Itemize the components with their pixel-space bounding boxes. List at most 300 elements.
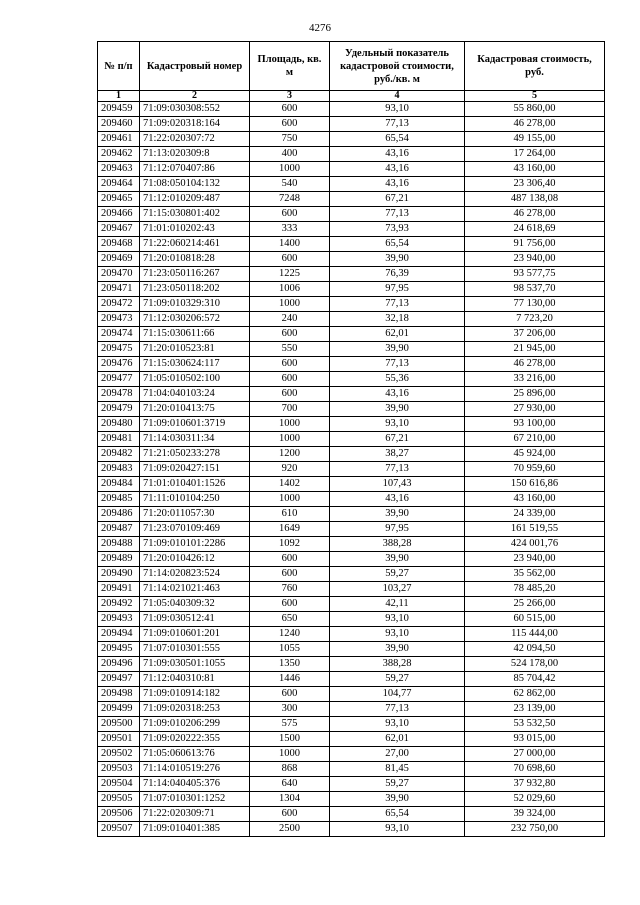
row-number-cell: 209488 — [98, 537, 140, 552]
specific-value-cell: 43,16 — [330, 147, 465, 162]
specific-value-cell: 93,10 — [330, 822, 465, 837]
row-number-cell: 209490 — [98, 567, 140, 582]
area-cell: 640 — [250, 777, 330, 792]
area-cell: 868 — [250, 762, 330, 777]
specific-value-cell: 38,27 — [330, 447, 465, 462]
cadastral-number-cell: 71:23:050116:267 — [140, 267, 250, 282]
cadastral-value-cell: 39 324,00 — [465, 807, 605, 822]
header-area: Площадь, кв. м — [250, 42, 330, 91]
cadastral-value-cell: 27 930,00 — [465, 402, 605, 417]
column-number: 4 — [330, 91, 465, 102]
cadastral-number-cell: 71:14:040405:376 — [140, 777, 250, 792]
row-number-cell: 209467 — [98, 222, 140, 237]
specific-value-cell: 67,21 — [330, 192, 465, 207]
cadastral-value-cell: 23 940,00 — [465, 552, 605, 567]
column-number: 5 — [465, 91, 605, 102]
cadastral-value-cell: 27 000,00 — [465, 747, 605, 762]
cadastral-number-cell: 71:09:010601:201 — [140, 627, 250, 642]
cadastral-value-cell: 23 940,00 — [465, 252, 605, 267]
specific-value-cell: 65,54 — [330, 132, 465, 147]
specific-value-cell: 77,13 — [330, 357, 465, 372]
area-cell: 1000 — [250, 162, 330, 177]
table-row — [98, 462, 605, 477]
cadastral-number-cell: 71:08:050104:132 — [140, 177, 250, 192]
table-row — [98, 267, 605, 282]
cadastral-number-cell: 71:12:030206:572 — [140, 312, 250, 327]
specific-value-cell: 107,43 — [330, 477, 465, 492]
row-number-cell: 209502 — [98, 747, 140, 762]
row-number-cell: 209469 — [98, 252, 140, 267]
cadastral-number-cell: 71:15:030624:117 — [140, 357, 250, 372]
row-number-cell: 209473 — [98, 312, 140, 327]
area-cell: 600 — [250, 387, 330, 402]
table-row — [98, 417, 605, 432]
table-row — [98, 237, 605, 252]
cadastral-value-cell: 60 515,00 — [465, 612, 605, 627]
cadastral-number-cell: 71:01:010401:1526 — [140, 477, 250, 492]
area-cell: 920 — [250, 462, 330, 477]
cadastral-number-cell: 71:09:020427:151 — [140, 462, 250, 477]
table-row — [98, 387, 605, 402]
cadastral-number-cell: 71:14:030311:34 — [140, 432, 250, 447]
row-number-cell: 209460 — [98, 117, 140, 132]
cadastral-value-cell: 161 519,55 — [465, 522, 605, 537]
specific-value-cell: 93,10 — [330, 717, 465, 732]
area-cell: 550 — [250, 342, 330, 357]
area-cell: 1500 — [250, 732, 330, 747]
area-cell: 600 — [250, 807, 330, 822]
cadastral-number-cell: 71:05:010502:100 — [140, 372, 250, 387]
cadastral-number-cell: 71:22:020309:71 — [140, 807, 250, 822]
header-cadastral-value: Кадастровая стоимость, руб. — [465, 42, 605, 91]
cadastral-number-cell: 71:09:010329:310 — [140, 297, 250, 312]
row-number-cell: 209465 — [98, 192, 140, 207]
table-row — [98, 342, 605, 357]
row-number-cell: 209462 — [98, 147, 140, 162]
area-cell: 1400 — [250, 237, 330, 252]
cadastral-number-cell: 71:20:010426:12 — [140, 552, 250, 567]
table-row — [98, 447, 605, 462]
cadastral-value-cell: 23 306,40 — [465, 177, 605, 192]
area-cell: 575 — [250, 717, 330, 732]
cadastral-value-cell: 23 139,00 — [465, 702, 605, 717]
cadastral-number-cell: 71:20:010413:75 — [140, 402, 250, 417]
specific-value-cell: 39,90 — [330, 552, 465, 567]
specific-value-cell: 62,01 — [330, 327, 465, 342]
specific-value-cell: 76,39 — [330, 267, 465, 282]
cadastral-value-cell: 70 698,60 — [465, 762, 605, 777]
area-cell: 1000 — [250, 417, 330, 432]
cadastral-value-cell: 150 616,86 — [465, 477, 605, 492]
column-number-row — [98, 91, 605, 102]
cadastral-number-cell: 71:09:010101:2286 — [140, 537, 250, 552]
row-number-cell: 209496 — [98, 657, 140, 672]
cadastral-number-cell: 71:15:030611:66 — [140, 327, 250, 342]
area-cell: 1000 — [250, 432, 330, 447]
table-row — [98, 162, 605, 177]
row-number-cell: 209480 — [98, 417, 140, 432]
area-cell: 240 — [250, 312, 330, 327]
specific-value-cell: 93,10 — [330, 627, 465, 642]
cadastral-number-cell: 71:20:010818:28 — [140, 252, 250, 267]
specific-value-cell: 77,13 — [330, 117, 465, 132]
row-number-cell: 209484 — [98, 477, 140, 492]
area-cell: 1092 — [250, 537, 330, 552]
row-number-cell: 209470 — [98, 267, 140, 282]
cadastral-value-cell: 93 100,00 — [465, 417, 605, 432]
cadastral-number-cell: 71:23:050118:202 — [140, 282, 250, 297]
row-number-cell: 209506 — [98, 807, 140, 822]
area-cell: 1304 — [250, 792, 330, 807]
table-row — [98, 327, 605, 342]
specific-value-cell: 55,36 — [330, 372, 465, 387]
area-cell: 600 — [250, 252, 330, 267]
cadastral-value-cell: 93 015,00 — [465, 732, 605, 747]
area-cell: 600 — [250, 357, 330, 372]
cadastral-value-cell: 17 264,00 — [465, 147, 605, 162]
specific-value-cell: 43,16 — [330, 162, 465, 177]
table-row — [98, 612, 605, 627]
specific-value-cell: 388,28 — [330, 537, 465, 552]
row-number-cell: 209466 — [98, 207, 140, 222]
specific-value-cell: 62,01 — [330, 732, 465, 747]
cadastral-value-cell: 42 094,50 — [465, 642, 605, 657]
specific-value-cell: 43,16 — [330, 177, 465, 192]
row-number-cell: 209471 — [98, 282, 140, 297]
header-row-number: № п/п — [98, 42, 140, 91]
cadastral-number-cell: 71:09:010401:385 — [140, 822, 250, 837]
table-row — [98, 132, 605, 147]
specific-value-cell: 65,54 — [330, 807, 465, 822]
row-number-cell: 209477 — [98, 372, 140, 387]
row-number-cell: 209486 — [98, 507, 140, 522]
row-number-cell: 209500 — [98, 717, 140, 732]
cadastral-number-cell: 71:01:010202:43 — [140, 222, 250, 237]
specific-value-cell: 93,10 — [330, 102, 465, 117]
row-number-cell: 209483 — [98, 462, 140, 477]
table-row — [98, 147, 605, 162]
area-cell: 1649 — [250, 522, 330, 537]
specific-value-cell: 77,13 — [330, 462, 465, 477]
area-cell: 600 — [250, 102, 330, 117]
area-cell: 1240 — [250, 627, 330, 642]
table-row — [98, 702, 605, 717]
column-number: 2 — [140, 91, 250, 102]
cadastral-number-cell: 71:09:020222:355 — [140, 732, 250, 747]
row-number-cell: 209485 — [98, 492, 140, 507]
area-cell: 610 — [250, 507, 330, 522]
cadastral-number-cell: 71:05:040309:32 — [140, 597, 250, 612]
specific-value-cell: 59,27 — [330, 567, 465, 582]
row-number-cell: 209482 — [98, 447, 140, 462]
area-cell: 333 — [250, 222, 330, 237]
specific-value-cell: 39,90 — [330, 642, 465, 657]
header-specific-value: Удельный показатель кадастровой стоимости, руб./кв. м — [330, 42, 465, 91]
cadastral-value-cell: 46 278,00 — [465, 207, 605, 222]
table-header-row — [98, 42, 605, 91]
table-row — [98, 642, 605, 657]
row-number-cell: 209498 — [98, 687, 140, 702]
table-row — [98, 657, 605, 672]
specific-value-cell: 67,21 — [330, 432, 465, 447]
specific-value-cell: 77,13 — [330, 297, 465, 312]
cadastral-value-cell: 424 001,76 — [465, 537, 605, 552]
page-number: 4276 — [309, 22, 331, 34]
area-cell: 750 — [250, 132, 330, 147]
row-number-cell: 209504 — [98, 777, 140, 792]
table-row — [98, 507, 605, 522]
specific-value-cell: 388,28 — [330, 657, 465, 672]
cadastral-number-cell: 71:11:010104:250 — [140, 492, 250, 507]
area-cell: 600 — [250, 207, 330, 222]
specific-value-cell: 32,18 — [330, 312, 465, 327]
cadastral-value-cell: 52 029,60 — [465, 792, 605, 807]
cadastral-value-cell: 487 138,08 — [465, 192, 605, 207]
area-cell: 700 — [250, 402, 330, 417]
row-number-cell: 209464 — [98, 177, 140, 192]
cadastral-number-cell: 71:15:030801:402 — [140, 207, 250, 222]
cadastral-number-cell: 71:09:030308:552 — [140, 102, 250, 117]
cadastral-number-cell: 71:09:010601:3719 — [140, 417, 250, 432]
area-cell: 540 — [250, 177, 330, 192]
row-number-cell: 209493 — [98, 612, 140, 627]
row-number-cell: 209476 — [98, 357, 140, 372]
row-number-cell: 209487 — [98, 522, 140, 537]
specific-value-cell: 93,10 — [330, 612, 465, 627]
cadastral-value-cell: 37 932,80 — [465, 777, 605, 792]
table-row — [98, 792, 605, 807]
table-row — [98, 762, 605, 777]
row-number-cell: 209474 — [98, 327, 140, 342]
cadastral-value-cell: 49 155,00 — [465, 132, 605, 147]
specific-value-cell: 39,90 — [330, 507, 465, 522]
table-row — [98, 822, 605, 837]
area-cell: 600 — [250, 117, 330, 132]
specific-value-cell: 77,13 — [330, 207, 465, 222]
area-cell: 1200 — [250, 447, 330, 462]
cadastral-value-cell: 37 206,00 — [465, 327, 605, 342]
cadastral-value-cell: 24 339,00 — [465, 507, 605, 522]
table-row — [98, 207, 605, 222]
specific-value-cell: 59,27 — [330, 777, 465, 792]
specific-value-cell: 97,95 — [330, 282, 465, 297]
table-row — [98, 552, 605, 567]
area-cell: 1402 — [250, 477, 330, 492]
cadastral-value-cell: 46 278,00 — [465, 117, 605, 132]
cadastral-value-table — [97, 41, 605, 837]
column-number: 3 — [250, 91, 330, 102]
cadastral-value-cell: 524 178,00 — [465, 657, 605, 672]
table-row — [98, 477, 605, 492]
table-row — [98, 627, 605, 642]
cadastral-number-cell: 71:09:010914:182 — [140, 687, 250, 702]
area-cell: 1350 — [250, 657, 330, 672]
row-number-cell: 209503 — [98, 762, 140, 777]
specific-value-cell: 93,10 — [330, 417, 465, 432]
table-row — [98, 717, 605, 732]
area-cell: 600 — [250, 687, 330, 702]
cadastral-value-cell: 67 210,00 — [465, 432, 605, 447]
table-row — [98, 597, 605, 612]
table-row — [98, 492, 605, 507]
cadastral-value-cell: 78 485,20 — [465, 582, 605, 597]
cadastral-number-cell: 71:04:040103:24 — [140, 387, 250, 402]
cadastral-number-cell: 71:14:020823:524 — [140, 567, 250, 582]
row-number-cell: 209492 — [98, 597, 140, 612]
area-cell: 600 — [250, 327, 330, 342]
specific-value-cell: 73,93 — [330, 222, 465, 237]
cadastral-number-cell: 71:09:030501:1055 — [140, 657, 250, 672]
specific-value-cell: 42,11 — [330, 597, 465, 612]
cadastral-value-cell: 21 945,00 — [465, 342, 605, 357]
area-cell: 600 — [250, 597, 330, 612]
area-cell: 760 — [250, 582, 330, 597]
table-row — [98, 567, 605, 582]
table-row — [98, 177, 605, 192]
specific-value-cell: 65,54 — [330, 237, 465, 252]
cadastral-value-cell: 98 537,70 — [465, 282, 605, 297]
table-row — [98, 777, 605, 792]
table-row — [98, 672, 605, 687]
cadastral-value-cell: 62 862,00 — [465, 687, 605, 702]
cadastral-number-cell: 71:20:010523:81 — [140, 342, 250, 357]
area-cell: 1225 — [250, 267, 330, 282]
row-number-cell: 209475 — [98, 342, 140, 357]
area-cell: 2500 — [250, 822, 330, 837]
cadastral-value-cell: 46 278,00 — [465, 357, 605, 372]
specific-value-cell: 97,95 — [330, 522, 465, 537]
area-cell: 1055 — [250, 642, 330, 657]
cadastral-number-cell: 71:07:010301:1252 — [140, 792, 250, 807]
specific-value-cell: 103,27 — [330, 582, 465, 597]
row-number-cell: 209494 — [98, 627, 140, 642]
table-row — [98, 732, 605, 747]
row-number-cell: 209489 — [98, 552, 140, 567]
cadastral-value-cell: 232 750,00 — [465, 822, 605, 837]
table-row — [98, 372, 605, 387]
row-number-cell: 209461 — [98, 132, 140, 147]
area-cell: 650 — [250, 612, 330, 627]
specific-value-cell: 43,16 — [330, 492, 465, 507]
table-row — [98, 357, 605, 372]
cadastral-value-cell: 115 444,00 — [465, 627, 605, 642]
cadastral-value-cell: 35 562,00 — [465, 567, 605, 582]
area-cell: 1000 — [250, 297, 330, 312]
cadastral-number-cell: 71:09:010206:299 — [140, 717, 250, 732]
row-number-cell: 209459 — [98, 102, 140, 117]
table-row — [98, 282, 605, 297]
area-cell: 1446 — [250, 672, 330, 687]
cadastral-number-cell: 71:09:020318:164 — [140, 117, 250, 132]
table-row — [98, 582, 605, 597]
cadastral-number-cell: 71:07:010301:555 — [140, 642, 250, 657]
specific-value-cell: 59,27 — [330, 672, 465, 687]
table-row — [98, 252, 605, 267]
cadastral-number-cell: 71:13:020309:8 — [140, 147, 250, 162]
cadastral-number-cell: 71:09:030512:41 — [140, 612, 250, 627]
specific-value-cell: 104,77 — [330, 687, 465, 702]
specific-value-cell: 39,90 — [330, 792, 465, 807]
table-row — [98, 312, 605, 327]
table-row — [98, 522, 605, 537]
table-row — [98, 807, 605, 822]
cadastral-number-cell: 71:22:020307:72 — [140, 132, 250, 147]
table-row — [98, 192, 605, 207]
area-cell: 600 — [250, 372, 330, 387]
area-cell: 1000 — [250, 747, 330, 762]
row-number-cell: 209507 — [98, 822, 140, 837]
area-cell: 600 — [250, 552, 330, 567]
cadastral-value-cell: 53 532,50 — [465, 717, 605, 732]
table-row — [98, 747, 605, 762]
cadastral-number-cell: 71:22:060214:461 — [140, 237, 250, 252]
table-row — [98, 402, 605, 417]
header-cadastral-number: Кадастровый номер — [140, 42, 250, 91]
cadastral-number-cell: 71:09:020318:253 — [140, 702, 250, 717]
cadastral-number-cell: 71:14:010519:276 — [140, 762, 250, 777]
row-number-cell: 209478 — [98, 387, 140, 402]
cadastral-value-cell: 85 704,42 — [465, 672, 605, 687]
cadastral-value-cell: 70 959,60 — [465, 462, 605, 477]
row-number-cell: 209499 — [98, 702, 140, 717]
specific-value-cell: 77,13 — [330, 702, 465, 717]
cadastral-number-cell: 71:21:050233:278 — [140, 447, 250, 462]
table-body — [98, 102, 605, 837]
table-row — [98, 222, 605, 237]
table-row — [98, 297, 605, 312]
cadastral-number-cell: 71:20:011057:30 — [140, 507, 250, 522]
cadastral-value-cell: 93 577,75 — [465, 267, 605, 282]
row-number-cell: 209481 — [98, 432, 140, 447]
cadastral-value-cell: 25 266,00 — [465, 597, 605, 612]
table-row — [98, 432, 605, 447]
row-number-cell: 209472 — [98, 297, 140, 312]
cadastral-value-cell: 77 130,00 — [465, 297, 605, 312]
table-row — [98, 687, 605, 702]
area-cell: 7248 — [250, 192, 330, 207]
cadastral-value-cell: 91 756,00 — [465, 237, 605, 252]
cadastral-value-cell: 55 860,00 — [465, 102, 605, 117]
cadastral-value-cell: 33 216,00 — [465, 372, 605, 387]
specific-value-cell: 81,45 — [330, 762, 465, 777]
cadastral-number-cell: 71:12:070407:86 — [140, 162, 250, 177]
cadastral-value-cell: 7 723,20 — [465, 312, 605, 327]
cadastral-number-cell: 71:12:040310:81 — [140, 672, 250, 687]
specific-value-cell: 27,00 — [330, 747, 465, 762]
cadastral-number-cell: 71:05:060613:76 — [140, 747, 250, 762]
row-number-cell: 209495 — [98, 642, 140, 657]
specific-value-cell: 39,90 — [330, 252, 465, 267]
cadastral-value-cell: 45 924,00 — [465, 447, 605, 462]
area-cell: 300 — [250, 702, 330, 717]
row-number-cell: 209491 — [98, 582, 140, 597]
cadastral-number-cell: 71:12:010209:487 — [140, 192, 250, 207]
table-row — [98, 117, 605, 132]
row-number-cell: 209468 — [98, 237, 140, 252]
row-number-cell: 209463 — [98, 162, 140, 177]
area-cell: 400 — [250, 147, 330, 162]
table-row — [98, 537, 605, 552]
row-number-cell: 209479 — [98, 402, 140, 417]
specific-value-cell: 43,16 — [330, 387, 465, 402]
column-number: 1 — [98, 91, 140, 102]
row-number-cell: 209505 — [98, 792, 140, 807]
area-cell: 1000 — [250, 492, 330, 507]
cadastral-value-cell: 24 618,69 — [465, 222, 605, 237]
cadastral-value-cell: 43 160,00 — [465, 162, 605, 177]
row-number-cell: 209497 — [98, 672, 140, 687]
cadastral-number-cell: 71:14:021021:463 — [140, 582, 250, 597]
